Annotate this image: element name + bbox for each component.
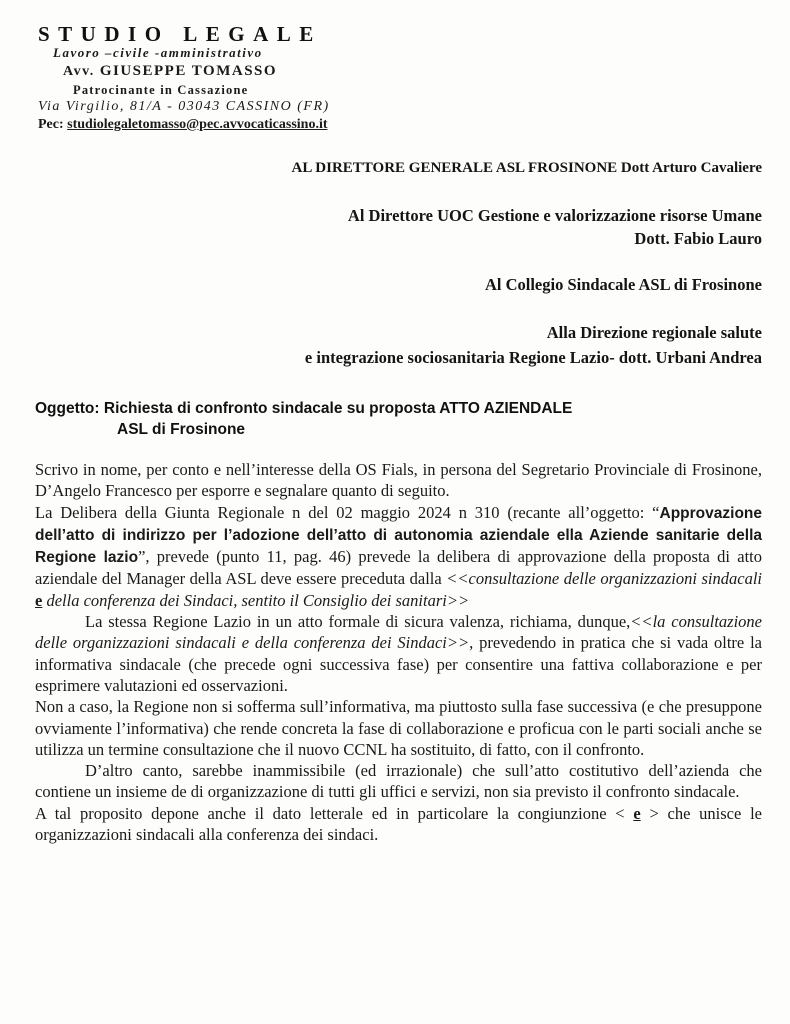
recipient-direzione-regionale — [305, 320, 762, 370]
p2-text-b: ”, prevede (punto 11, pag. 46) prevede la delibera di approvazione della proposta di atto aziendale del Manager della ASL deve essere preceduta dalla — [35, 547, 762, 589]
pec-email-link[interactable]: studiolegaletomasso@pec.avvocaticassino.it — [67, 117, 328, 132]
letterhead-subtitle: Lavoro –civile -amministrativo — [53, 45, 263, 60]
paragraph-4: Non a caso, la Regione non si sofferma sull’informativa, ma piuttosto sulla fase successiva (e che presuppone ovviamente l’informativa) che rende concreta la fase di collaborazione e proficua con le parti sociali anche se utilizza un termine consultazione che il nuovo CCNL ha sostituito, di fatto, con il confronto. — [35, 697, 762, 759]
pec-label: Pec: — [38, 117, 64, 132]
recipient-uoc-line2: Dott. Fabio Lauro — [634, 229, 762, 248]
p6-conjunction-e: e — [633, 803, 641, 823]
lawyer-name: GIUSEPPE TOMASSO — [99, 63, 278, 79]
p2-delibera-title: Approvazione dell’atto di indirizzo per l’adozione dell’atto di autonomia aziendale ella Aziende sanitarie della Regione lazio — [35, 504, 762, 567]
paragraph-1: Scrivo in nome, per conto e nell’interesse della OS Fials, in persona del Segretario Provinciale di Frosinone, D’Angelo Francesco per esporre e segnalare quanto di seguito. — [35, 460, 762, 501]
letterhead-address: Via Virgilio, 81/A - 03043 CASSINO (FR) — [38, 99, 330, 114]
p2-quote-2: della conferenza dei Sindaci, sentito il Consiglio dei sanitari>> — [42, 590, 470, 610]
letterhead-lawyer — [63, 63, 277, 80]
p3-text-b: , prevedendo in pratica che si vada oltre la informativa sindacale (che precede ogni successiva fase) per consentire una fattiva collaborazione e per esprimere valutazioni ed osservazioni. — [35, 633, 762, 695]
letterhead-title: STUDIO LEGALE — [38, 22, 322, 46]
letter-body — [35, 459, 762, 845]
subject-line1: Oggetto: Richiesta di confronto sindacale su proposta ATTO AZIENDALE — [35, 400, 573, 417]
p3-quote: <<la consultazione delle organizzazioni sindacali e della conferenza dei Sindaci>> — [35, 612, 762, 653]
paragraph-5: D’altro canto, sarebbe inammissibile (ed irrazionale) che sull’atto costitutivo dell’azienda che contiene un insieme de di organizzazione di tutti gli uffici e servizi, non sia previsto il confronto sindacale. — [35, 761, 762, 802]
letterhead-pec — [38, 117, 328, 133]
p6-text-a: A tal proposito depone anche il dato letterale ed in particolare la congiunzione < — [35, 803, 634, 823]
recipient-direzione-line1: Alla Direzione regionale salute — [546, 323, 762, 342]
p2-conjunction-e: e — [35, 590, 43, 610]
recipient-uoc-line1: Al Direttore UOC Gestione e valorizzazione risorse Umane — [347, 206, 762, 225]
subject-line2: ASL di Frosinone — [117, 421, 246, 438]
p2-text-a: La Delibera della Giunta Regionale n del 02 maggio 2024 n 310 (recante all’oggetto: “ — [35, 502, 660, 522]
paragraph-6 — [35, 803, 762, 846]
p3-text-a: La stessa Regione Lazio in un atto formale di sicura valenza, richiama, dunque, — [85, 612, 631, 632]
subject — [35, 398, 572, 440]
recipient-direttore-generale: AL DIRETTORE GENERALE ASL FROSINONE Dott Arturo Cavaliere — [291, 160, 762, 176]
recipient-direttore-uoc — [348, 204, 762, 250]
p6-text-b: > che unisce le organizzazioni sindacali alla conferenza dei sindaci. — [35, 803, 762, 845]
p2-quote-1: <<consultazione delle organizzazioni sindacali — [446, 569, 762, 589]
letterhead-patrocinante: Patrocinante in Cassazione — [73, 83, 249, 97]
paragraph-2 — [35, 502, 762, 611]
paragraph-3 — [35, 611, 762, 696]
recipient-collegio-sindacale: Al Collegio Sindacale ASL di Frosinone — [484, 275, 762, 294]
recipient-direzione-line2: e integrazione sociosanitaria Regione Lazio- dott. Urbani Andrea — [304, 348, 762, 367]
lawyer-prefix: Avv. — [63, 64, 95, 79]
